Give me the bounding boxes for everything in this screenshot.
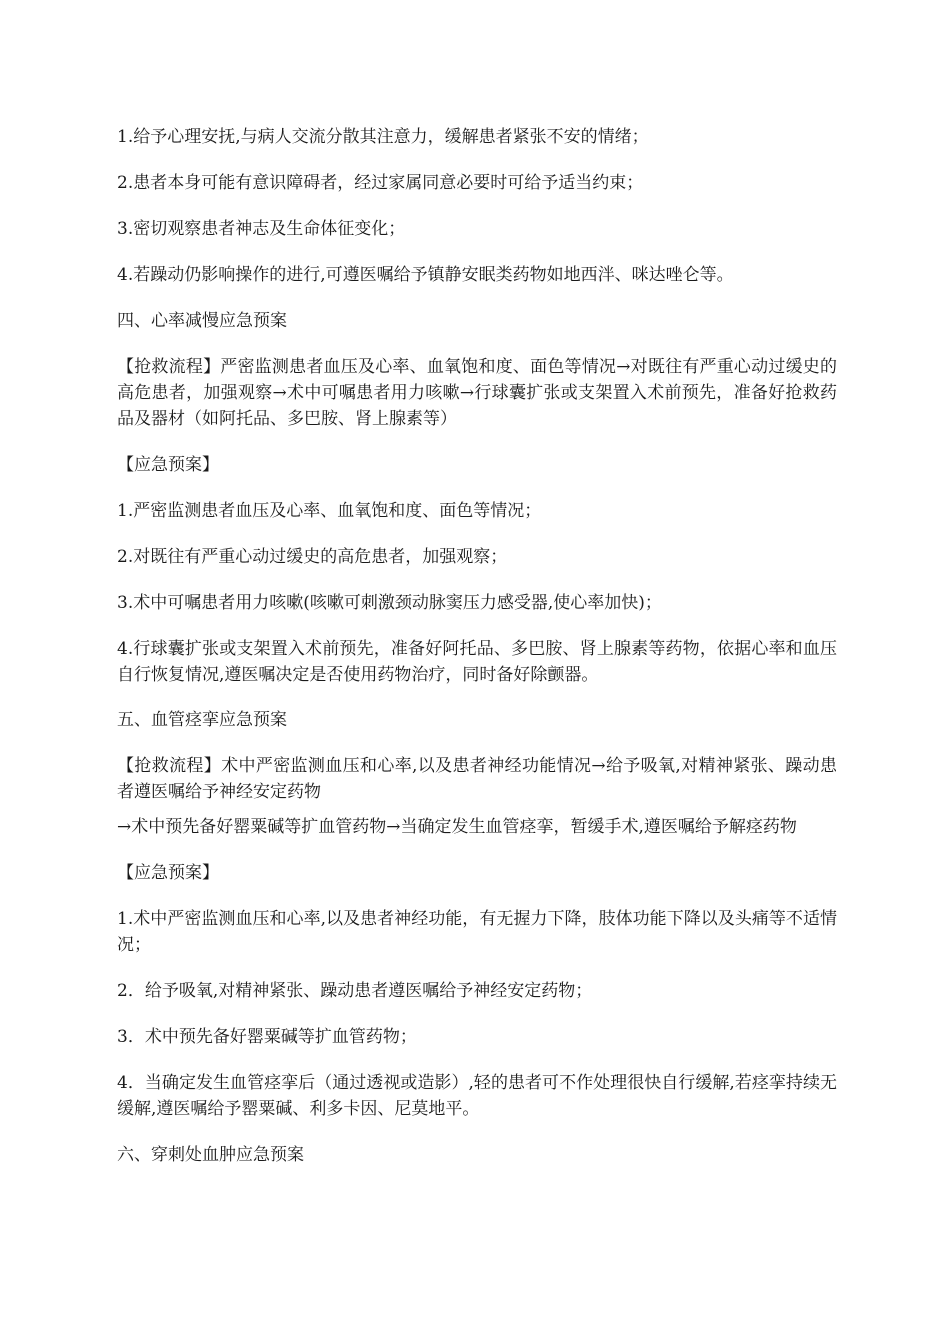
subheading-emergency-plan-2: 【应急预案】 <box>117 863 219 883</box>
paragraph-papaverine-prep: 3．术中预先备好罂粟碱等扩血管药物； <box>117 1027 417 1047</box>
document-page <box>117 124 837 1168</box>
paragraph-monitor-vitals: 1.严密监测患者血压及心率、血氧饱和度、面色等情况； <box>117 501 542 521</box>
paragraph-comfort: 1.给予心理安抚,与病人交流分散其注意力，缓解患者紧张不安的情绪； <box>117 127 649 147</box>
paragraph-spasm-treatment: 4．当确定发生血管痉挛后（通过透视或造影）,轻的患者可不作处理很快自行缓解,若痉挛持续无缓解,遵医嘱给予罂粟碱、利多卡因、尼莫地平。 <box>117 1073 837 1119</box>
section-heading-vasospasm: 五、血管痉挛应急预案 <box>117 710 287 730</box>
paragraph-cough: 3.术中可嘱患者用力咳嗽(咳嗽可刺激颈动脉窦压力感受器,使心率加快)； <box>117 593 662 613</box>
paragraph-neuro-monitor: 1.术中严密监测血压和心率,以及患者神经功能，有无握力下降，肢体功能下降以及头痛等不适情况； <box>117 909 837 955</box>
paragraph-drug-prep: 4.行球囊扩张或支架置入术前预先，准备好阿托品、多巴胺、肾上腺素等药物，依据心率和血压自行恢复情况,遵医嘱决定是否使用药物治疗，同时备好除颤器。 <box>117 639 837 685</box>
section-heading-bradycardia: 四、心率减慢应急预案 <box>117 311 287 331</box>
paragraph-oxygen: 2．给予吸氧,对精神紧张、躁动患者遵医嘱给予神经安定药物； <box>117 981 593 1001</box>
paragraph-observe: 3.密切观察患者神志及生命体征变化； <box>117 219 406 239</box>
paragraph-restraint: 2.患者本身可能有意识障碍者，经过家属同意必要时可给予适当约束； <box>117 173 644 193</box>
paragraph-high-risk-observe: 2.对既往有严重心动过缓史的高危患者，加强观察； <box>117 547 508 567</box>
paragraph-rescue-flow-bradycardia: 【抢救流程】严密监测患者血压及心率、血氧饱和度、面色等情况→对既往有严重心动过缓史的高危患者，加强观察→术中可嘱患者用力咳嗽→行球囊扩张或支架置入术前预先，准备好抢救药品及器材（如阿托品、多巴胺、肾上腺素等） <box>117 357 837 429</box>
paragraph-rescue-flow-vasospasm: 【抢救流程】术中严密监测血压和心率,以及患者神经功能情况→给予吸氧,对精神紧张、躁动患者遵医嘱给予神经安定药物 <box>117 756 837 802</box>
section-heading-hematoma: 六、穿刺处血肿应急预案 <box>117 1145 304 1165</box>
paragraph-sedation: 4.若躁动仍影响操作的进行,可遵医嘱给予镇静安眠类药物如地西泮、咪达唑仑等。 <box>117 265 734 285</box>
subheading-emergency-plan: 【应急预案】 <box>117 455 219 475</box>
paragraph-rescue-flow-vasospasm-cont: →术中预先备好罂粟碱等扩血管药物→当确定发生血管痉挛，暂缓手术,遵医嘱给予解痉药物 <box>117 817 797 837</box>
